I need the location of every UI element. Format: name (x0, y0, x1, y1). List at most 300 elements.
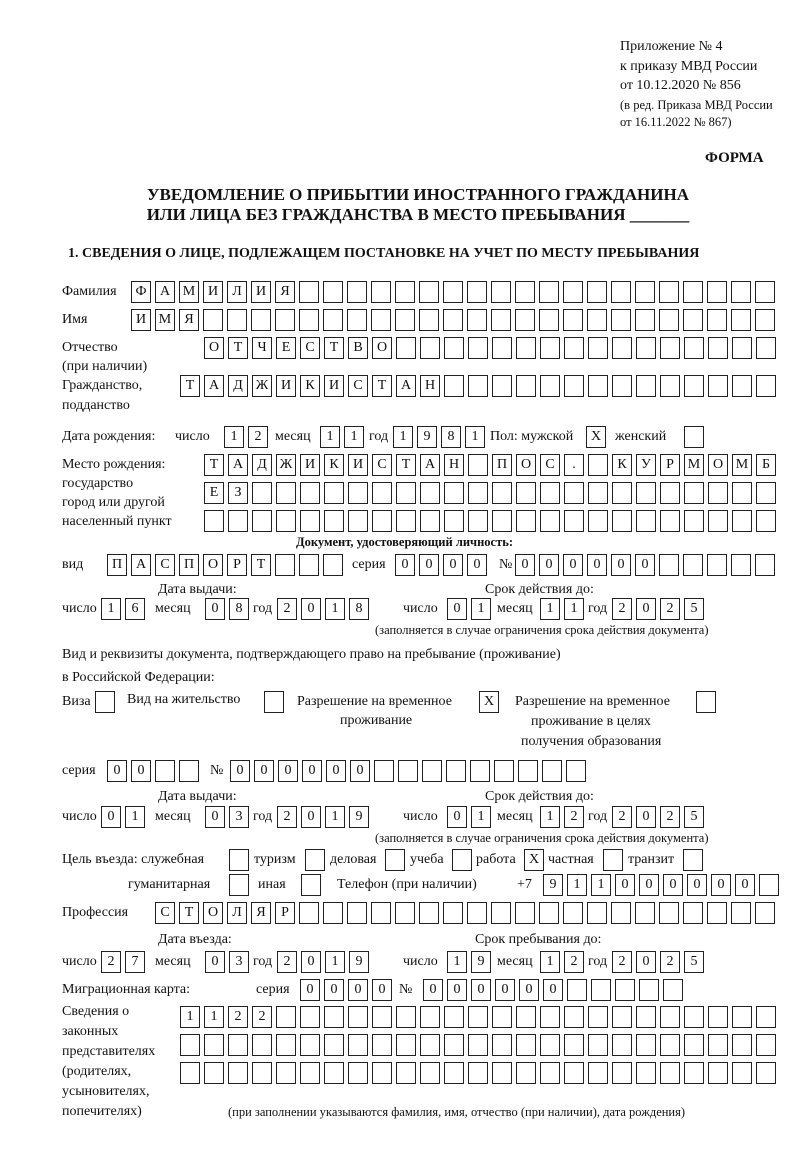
char-cell[interactable]: Р (275, 902, 295, 924)
field-res-series[interactable] (107, 760, 199, 782)
char-cell[interactable] (492, 510, 512, 532)
char-cell[interactable]: 0 (587, 554, 607, 576)
char-cell[interactable]: О (516, 454, 536, 476)
char-cell[interactable] (395, 309, 415, 331)
char-cell[interactable] (468, 1006, 488, 1028)
char-cell[interactable]: 1 (540, 806, 560, 828)
char-cell[interactable]: С (300, 337, 320, 359)
field-citizenship[interactable] (180, 375, 776, 397)
char-cell[interactable]: 0 (254, 760, 274, 782)
char-cell[interactable] (348, 1062, 368, 1084)
checkbox[interactable] (95, 691, 115, 713)
char-cell[interactable]: О (708, 454, 728, 476)
char-cell[interactable] (203, 309, 223, 331)
char-cell[interactable]: И (131, 309, 151, 331)
char-cell[interactable] (420, 1006, 440, 1028)
char-cell[interactable]: 0 (711, 874, 731, 896)
char-cell[interactable] (348, 510, 368, 532)
char-cell[interactable] (639, 979, 659, 1001)
char-cell[interactable] (515, 309, 535, 331)
char-cell[interactable] (323, 554, 343, 576)
char-cell[interactable]: О (203, 554, 223, 576)
char-cell[interactable] (563, 902, 583, 924)
char-cell[interactable] (755, 281, 775, 303)
char-cell[interactable] (299, 309, 319, 331)
char-cell[interactable] (588, 510, 608, 532)
char-cell[interactable]: С (372, 454, 392, 476)
field-name[interactable] (131, 309, 775, 331)
char-cell[interactable] (756, 1062, 776, 1084)
char-cell[interactable] (611, 902, 631, 924)
char-cell[interactable]: Д (228, 375, 248, 397)
char-cell[interactable]: 1 (447, 951, 467, 973)
char-cell[interactable]: 1 (591, 874, 611, 896)
field-entry-day[interactable] (101, 951, 145, 973)
char-cell[interactable] (659, 554, 679, 576)
char-cell[interactable] (516, 337, 536, 359)
field-purpose-other[interactable] (301, 874, 321, 896)
char-cell[interactable] (684, 1006, 704, 1028)
field-birth-month[interactable] (320, 426, 364, 448)
char-cell[interactable]: П (492, 454, 512, 476)
char-cell[interactable]: А (396, 375, 416, 397)
char-cell[interactable] (443, 902, 463, 924)
char-cell[interactable] (204, 510, 224, 532)
char-cell[interactable]: И (324, 375, 344, 397)
char-cell[interactable] (660, 1062, 680, 1084)
char-cell[interactable] (731, 309, 751, 331)
field-profession[interactable] (155, 902, 775, 924)
char-cell[interactable] (731, 281, 751, 303)
char-cell[interactable]: 0 (419, 554, 439, 576)
char-cell[interactable] (756, 482, 776, 504)
char-cell[interactable]: 0 (447, 806, 467, 828)
char-cell[interactable]: 0 (611, 554, 631, 576)
char-cell[interactable] (611, 281, 631, 303)
char-cell[interactable] (374, 760, 394, 782)
char-cell[interactable]: Т (396, 454, 416, 476)
char-cell[interactable] (516, 482, 536, 504)
char-cell[interactable]: 0 (495, 979, 515, 1001)
char-cell[interactable]: А (204, 375, 224, 397)
char-cell[interactable]: С (155, 554, 175, 576)
char-cell[interactable] (707, 902, 727, 924)
checkbox[interactable]: X (479, 691, 499, 713)
char-cell[interactable] (756, 1034, 776, 1056)
char-cell[interactable] (563, 281, 583, 303)
char-cell[interactable]: 0 (101, 806, 121, 828)
char-cell[interactable] (300, 482, 320, 504)
field-id-valid-month[interactable] (540, 598, 584, 620)
char-cell[interactable] (684, 1034, 704, 1056)
char-cell[interactable]: 2 (101, 951, 121, 973)
char-cell[interactable] (587, 281, 607, 303)
char-cell[interactable] (588, 375, 608, 397)
char-cell[interactable] (276, 510, 296, 532)
char-cell[interactable]: 2 (660, 598, 680, 620)
char-cell[interactable] (228, 1034, 248, 1056)
char-cell[interactable] (492, 1034, 512, 1056)
char-cell[interactable] (659, 309, 679, 331)
char-cell[interactable]: 2 (277, 806, 297, 828)
char-cell[interactable] (663, 979, 683, 1001)
char-cell[interactable] (516, 510, 536, 532)
char-cell[interactable]: 0 (635, 554, 655, 576)
char-cell[interactable]: 0 (302, 760, 322, 782)
checkbox[interactable] (301, 874, 321, 896)
char-cell[interactable] (468, 454, 488, 476)
char-cell[interactable]: С (540, 454, 560, 476)
char-cell[interactable] (516, 375, 536, 397)
char-cell[interactable] (684, 375, 704, 397)
char-cell[interactable] (588, 1006, 608, 1028)
char-cell[interactable]: 2 (252, 1006, 272, 1028)
char-cell[interactable] (324, 510, 344, 532)
char-cell[interactable] (324, 1062, 344, 1084)
field-res-valid-day[interactable] (447, 806, 491, 828)
char-cell[interactable] (660, 1034, 680, 1056)
char-cell[interactable] (348, 1006, 368, 1028)
char-cell[interactable] (299, 902, 319, 924)
char-cell[interactable]: 2 (564, 951, 584, 973)
char-cell[interactable]: 0 (467, 554, 487, 576)
char-cell[interactable] (275, 309, 295, 331)
char-cell[interactable]: Т (324, 337, 344, 359)
char-cell[interactable] (492, 337, 512, 359)
char-cell[interactable] (347, 309, 367, 331)
checkbox[interactable] (696, 691, 716, 713)
char-cell[interactable]: О (203, 902, 223, 924)
char-cell[interactable] (683, 309, 703, 331)
char-cell[interactable] (564, 482, 584, 504)
field-purpose-transit[interactable] (683, 849, 703, 871)
char-cell[interactable]: М (155, 309, 175, 331)
char-cell[interactable] (612, 482, 632, 504)
char-cell[interactable] (300, 1034, 320, 1056)
char-cell[interactable] (615, 979, 635, 1001)
field-id-valid-year[interactable] (612, 598, 704, 620)
char-cell[interactable]: 0 (636, 951, 656, 973)
char-cell[interactable] (371, 309, 391, 331)
char-cell[interactable] (299, 554, 319, 576)
char-cell[interactable]: 1 (204, 1006, 224, 1028)
char-cell[interactable] (564, 1062, 584, 1084)
char-cell[interactable] (180, 1062, 200, 1084)
char-cell[interactable] (420, 510, 440, 532)
char-cell[interactable]: 0 (350, 760, 370, 782)
char-cell[interactable]: Ж (252, 375, 272, 397)
char-cell[interactable] (564, 510, 584, 532)
char-cell[interactable]: 0 (447, 979, 467, 1001)
char-cell[interactable]: 0 (636, 598, 656, 620)
char-cell[interactable]: Н (444, 454, 464, 476)
char-cell[interactable] (444, 1062, 464, 1084)
char-cell[interactable] (588, 1034, 608, 1056)
char-cell[interactable] (588, 337, 608, 359)
field-id-valid-day[interactable] (447, 598, 491, 620)
char-cell[interactable] (494, 760, 514, 782)
char-cell[interactable] (566, 760, 586, 782)
field-birth-place-3[interactable] (204, 510, 776, 532)
char-cell[interactable] (659, 281, 679, 303)
char-cell[interactable]: 9 (349, 951, 369, 973)
char-cell[interactable]: 0 (471, 979, 491, 1001)
char-cell[interactable] (636, 482, 656, 504)
char-cell[interactable] (492, 482, 512, 504)
field-id-series[interactable] (395, 554, 487, 576)
char-cell[interactable]: О (372, 337, 392, 359)
char-cell[interactable] (323, 281, 343, 303)
char-cell[interactable]: 1 (325, 951, 345, 973)
char-cell[interactable]: 0 (443, 554, 463, 576)
char-cell[interactable]: 0 (519, 979, 539, 1001)
char-cell[interactable] (708, 1006, 728, 1028)
char-cell[interactable] (636, 1006, 656, 1028)
char-cell[interactable] (660, 482, 680, 504)
char-cell[interactable] (732, 375, 752, 397)
char-cell[interactable]: 5 (684, 806, 704, 828)
char-cell[interactable] (635, 309, 655, 331)
char-cell[interactable]: Е (276, 337, 296, 359)
char-cell[interactable]: И (276, 375, 296, 397)
char-cell[interactable] (636, 510, 656, 532)
char-cell[interactable] (276, 482, 296, 504)
char-cell[interactable]: 0 (324, 979, 344, 1001)
field-birth-place-1[interactable] (204, 454, 776, 476)
char-cell[interactable] (300, 1006, 320, 1028)
char-cell[interactable] (396, 510, 416, 532)
char-cell[interactable]: Ф (131, 281, 151, 303)
char-cell[interactable]: 0 (131, 760, 151, 782)
char-cell[interactable]: 1 (540, 951, 560, 973)
char-cell[interactable] (372, 510, 392, 532)
field-res-issue-month[interactable] (205, 806, 249, 828)
field-reps-3[interactable] (180, 1062, 776, 1084)
char-cell[interactable]: А (155, 281, 175, 303)
char-cell[interactable]: 6 (125, 598, 145, 620)
field-patronymic[interactable] (204, 337, 776, 359)
char-cell[interactable]: К (324, 454, 344, 476)
char-cell[interactable]: 3 (229, 806, 249, 828)
field-stay-day[interactable] (447, 951, 491, 973)
char-cell[interactable]: 9 (543, 874, 563, 896)
field-residence-permit[interactable] (264, 691, 284, 713)
checkbox[interactable]: X (524, 849, 544, 871)
char-cell[interactable]: Т (179, 902, 199, 924)
char-cell[interactable]: 0 (395, 554, 415, 576)
char-cell[interactable]: У (636, 454, 656, 476)
char-cell[interactable] (492, 1062, 512, 1084)
char-cell[interactable] (540, 510, 560, 532)
char-cell[interactable] (567, 979, 587, 1001)
field-sex-female[interactable] (684, 426, 704, 448)
char-cell[interactable]: 2 (277, 598, 297, 620)
char-cell[interactable]: 2 (612, 951, 632, 973)
field-reps-2[interactable] (180, 1034, 776, 1056)
char-cell[interactable] (323, 902, 343, 924)
char-cell[interactable]: Т (204, 454, 224, 476)
char-cell[interactable]: 2 (277, 951, 297, 973)
char-cell[interactable] (636, 1034, 656, 1056)
field-purpose-work[interactable] (524, 849, 544, 871)
char-cell[interactable] (398, 760, 418, 782)
char-cell[interactable] (204, 1062, 224, 1084)
field-purpose-business[interactable] (385, 849, 405, 871)
char-cell[interactable]: 2 (612, 806, 632, 828)
field-res-number[interactable] (230, 760, 586, 782)
char-cell[interactable] (660, 337, 680, 359)
char-cell[interactable] (444, 375, 464, 397)
char-cell[interactable]: Р (660, 454, 680, 476)
checkbox[interactable] (385, 849, 405, 871)
char-cell[interactable] (591, 979, 611, 1001)
checkbox[interactable] (264, 691, 284, 713)
char-cell[interactable] (516, 1006, 536, 1028)
char-cell[interactable] (708, 375, 728, 397)
char-cell[interactable] (564, 1006, 584, 1028)
char-cell[interactable] (446, 760, 466, 782)
char-cell[interactable]: 2 (564, 806, 584, 828)
char-cell[interactable] (683, 554, 703, 576)
char-cell[interactable] (683, 902, 703, 924)
char-cell[interactable] (396, 1034, 416, 1056)
char-cell[interactable]: О (204, 337, 224, 359)
char-cell[interactable]: М (179, 281, 199, 303)
field-id-issue-day[interactable] (101, 598, 145, 620)
char-cell[interactable]: 0 (205, 806, 225, 828)
char-cell[interactable] (755, 309, 775, 331)
char-cell[interactable] (732, 1034, 752, 1056)
char-cell[interactable]: Я (251, 902, 271, 924)
char-cell[interactable]: 1 (325, 598, 345, 620)
char-cell[interactable]: 1 (471, 598, 491, 620)
char-cell[interactable]: 1 (567, 874, 587, 896)
char-cell[interactable]: 0 (687, 874, 707, 896)
char-cell[interactable] (275, 554, 295, 576)
char-cell[interactable] (731, 902, 751, 924)
char-cell[interactable] (732, 1062, 752, 1084)
char-cell[interactable] (732, 482, 752, 504)
char-cell[interactable] (732, 337, 752, 359)
field-birth-day[interactable] (224, 426, 268, 448)
char-cell[interactable]: 1 (540, 598, 560, 620)
char-cell[interactable] (755, 902, 775, 924)
char-cell[interactable] (396, 337, 416, 359)
char-cell[interactable] (443, 309, 463, 331)
char-cell[interactable]: 0 (278, 760, 298, 782)
field-id-number[interactable] (515, 554, 775, 576)
char-cell[interactable] (372, 1034, 392, 1056)
char-cell[interactable] (636, 1062, 656, 1084)
char-cell[interactable] (204, 1034, 224, 1056)
char-cell[interactable] (419, 902, 439, 924)
char-cell[interactable] (251, 309, 271, 331)
char-cell[interactable]: Р (227, 554, 247, 576)
char-cell[interactable] (708, 1034, 728, 1056)
char-cell[interactable]: А (131, 554, 151, 576)
char-cell[interactable]: И (203, 281, 223, 303)
char-cell[interactable] (300, 510, 320, 532)
char-cell[interactable] (756, 1006, 776, 1028)
char-cell[interactable]: К (300, 375, 320, 397)
char-cell[interactable] (420, 482, 440, 504)
char-cell[interactable] (588, 1062, 608, 1084)
char-cell[interactable]: И (251, 281, 271, 303)
char-cell[interactable] (395, 902, 415, 924)
char-cell[interactable]: Е (204, 482, 224, 504)
field-visa[interactable] (95, 691, 115, 713)
char-cell[interactable] (468, 510, 488, 532)
char-cell[interactable] (444, 337, 464, 359)
char-cell[interactable] (515, 902, 535, 924)
field-mc-number[interactable] (423, 979, 683, 1001)
char-cell[interactable] (540, 1006, 560, 1028)
char-cell[interactable]: 1 (465, 426, 485, 448)
field-temp-permit[interactable] (479, 691, 499, 713)
field-stay-month[interactable] (540, 951, 584, 973)
char-cell[interactable] (708, 510, 728, 532)
char-cell[interactable]: 0 (205, 598, 225, 620)
char-cell[interactable] (563, 309, 583, 331)
char-cell[interactable] (540, 1034, 560, 1056)
char-cell[interactable] (420, 337, 440, 359)
char-cell[interactable] (707, 281, 727, 303)
char-cell[interactable] (612, 337, 632, 359)
char-cell[interactable] (467, 309, 487, 331)
char-cell[interactable] (540, 1062, 560, 1084)
char-cell[interactable]: 0 (372, 979, 392, 1001)
char-cell[interactable] (635, 902, 655, 924)
field-phone[interactable] (543, 874, 779, 896)
field-purpose-humanitarian[interactable] (229, 874, 249, 896)
char-cell[interactable]: Л (227, 902, 247, 924)
field-birth-place-2[interactable] (204, 482, 776, 504)
char-cell[interactable] (468, 1034, 488, 1056)
char-cell[interactable]: А (228, 454, 248, 476)
char-cell[interactable] (444, 510, 464, 532)
char-cell[interactable] (468, 1062, 488, 1084)
char-cell[interactable]: 0 (515, 554, 535, 576)
char-cell[interactable] (323, 309, 343, 331)
char-cell[interactable] (491, 309, 511, 331)
checkbox[interactable] (305, 849, 325, 871)
checkbox[interactable] (452, 849, 472, 871)
char-cell[interactable] (324, 1006, 344, 1028)
char-cell[interactable] (492, 375, 512, 397)
char-cell[interactable] (612, 375, 632, 397)
char-cell[interactable] (564, 375, 584, 397)
checkbox[interactable] (683, 849, 703, 871)
char-cell[interactable] (660, 375, 680, 397)
char-cell[interactable]: 0 (348, 979, 368, 1001)
char-cell[interactable]: 0 (563, 554, 583, 576)
char-cell[interactable] (467, 902, 487, 924)
field-birth-year[interactable] (393, 426, 485, 448)
char-cell[interactable] (443, 281, 463, 303)
char-cell[interactable] (227, 309, 247, 331)
char-cell[interactable] (371, 281, 391, 303)
char-cell[interactable] (564, 337, 584, 359)
char-cell[interactable] (612, 1062, 632, 1084)
field-res-valid-month[interactable] (540, 806, 584, 828)
char-cell[interactable]: 7 (125, 951, 145, 973)
char-cell[interactable]: 0 (300, 979, 320, 1001)
char-cell[interactable] (756, 510, 776, 532)
char-cell[interactable] (420, 1034, 440, 1056)
char-cell[interactable]: 0 (539, 554, 559, 576)
char-cell[interactable] (396, 482, 416, 504)
char-cell[interactable]: 0 (543, 979, 563, 1001)
